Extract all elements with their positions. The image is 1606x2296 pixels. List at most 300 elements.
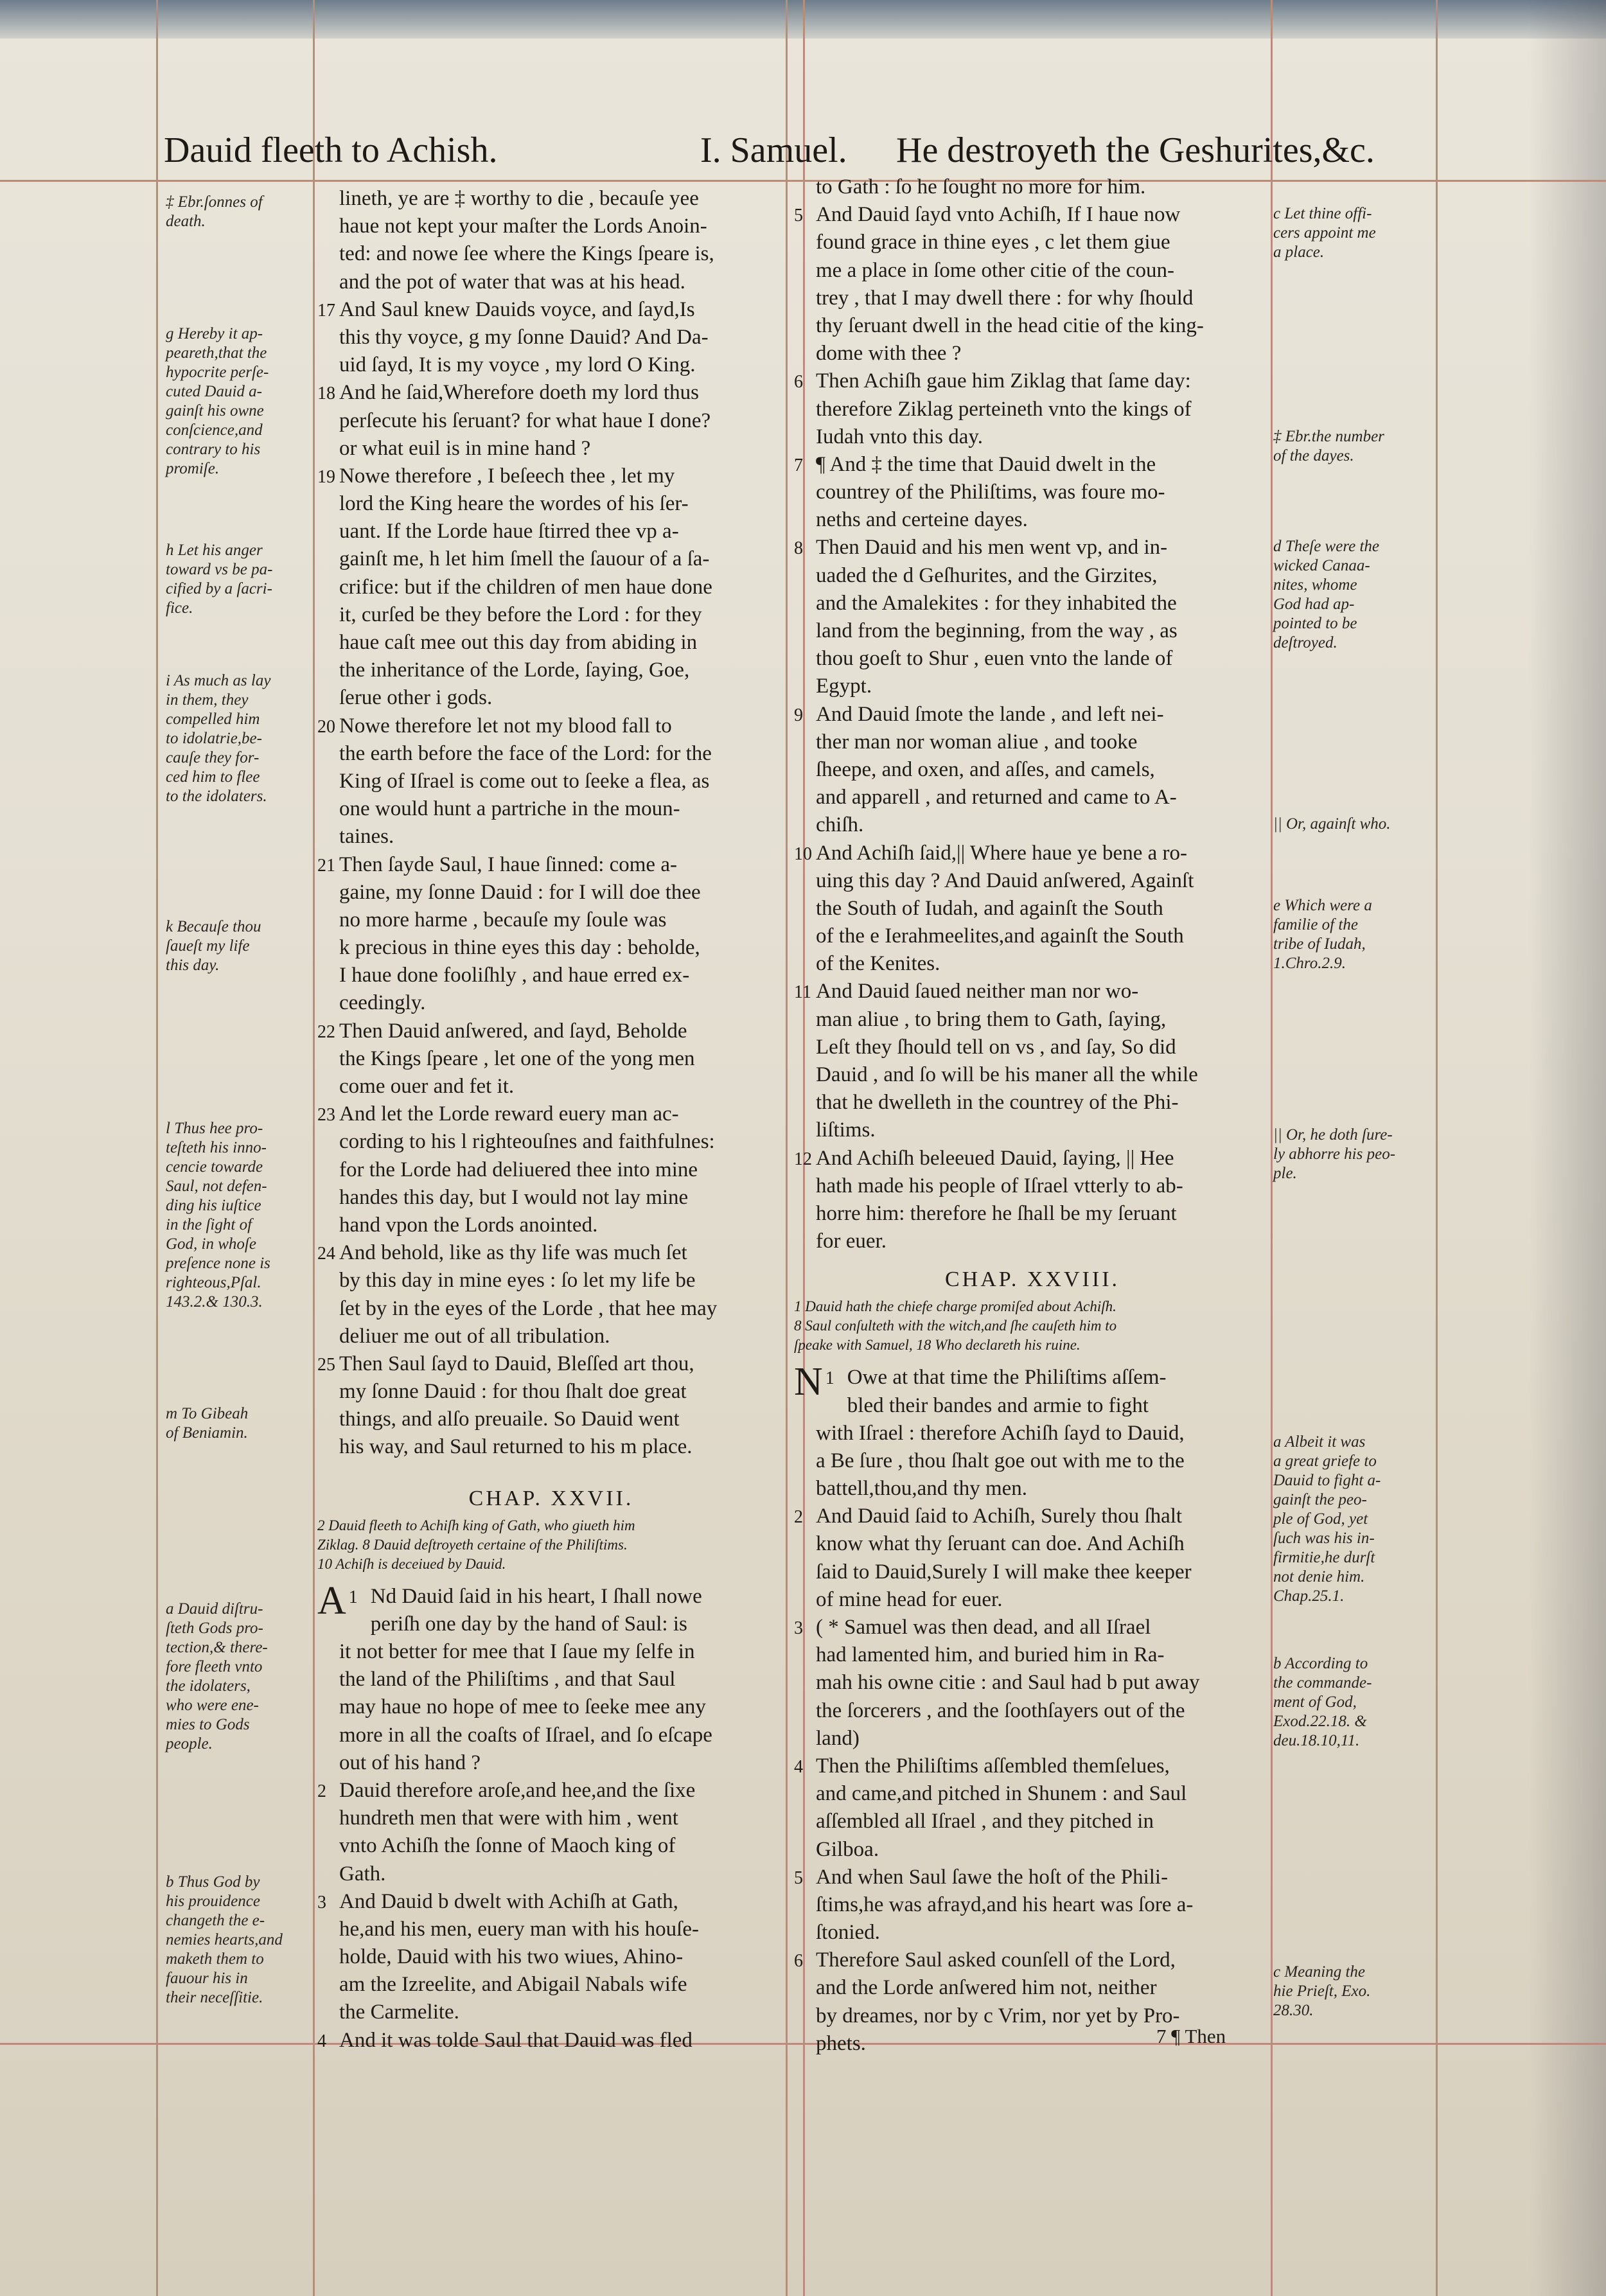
verse-text: And Achiſh beleeued Dauid, ſaying, || Hee — [816, 1146, 1174, 1170]
summary-line: 10 Achiſh is deceiued by Dauid. — [317, 1555, 506, 1572]
verse-line — [317, 490, 785, 518]
margin-note-line: this day. — [166, 957, 220, 974]
verse-line — [317, 1378, 785, 1406]
verse-text: this thy voyce, g my ſonne Dauid? And Da- — [339, 325, 709, 349]
verse-line — [317, 684, 785, 712]
verse-text: Leſt they ſhould tell on vs , and ſay, So did — [816, 1035, 1176, 1059]
verse-text: dome with thee ? — [816, 342, 962, 366]
margin-note-line: cuted Dauid a- — [166, 383, 262, 400]
verse-line — [794, 1891, 1271, 1919]
verse-line — [317, 296, 785, 324]
verse-number: 7 — [794, 455, 803, 475]
verse-line — [794, 645, 1271, 673]
verse-line — [317, 934, 785, 962]
verse-line — [794, 229, 1271, 256]
margin-note-line: the commande- — [1273, 1674, 1372, 1691]
verse-line — [794, 950, 1271, 978]
margin-note-line: to the idolaters. — [166, 788, 267, 805]
verse-number: 1 — [348, 1587, 358, 1607]
verse-line — [317, 1184, 785, 1212]
verse-text: it not better for mee that I ſaue my ſelfe in — [339, 1640, 695, 1663]
margin-note — [1273, 1654, 1433, 1751]
verse-text: by this day in mine eyes : ſo let my life be — [339, 1269, 696, 1293]
margin-note-line: ced him to flee — [166, 768, 260, 786]
verse-text: Iudah vnto this day. — [816, 425, 983, 448]
rule-right-text — [1271, 0, 1273, 2296]
margin-note-line: preſence none is — [166, 1255, 270, 1272]
header-left: Dauid fleeth to Achish. — [164, 130, 498, 170]
verse-text: Gath. — [339, 1862, 386, 1885]
verse-line — [794, 1669, 1271, 1697]
margin-note-line: peareth,that the — [166, 344, 267, 362]
verse-text: And Saul knew Dauids voyce, and ſayd,Is — [339, 297, 695, 321]
rule-right-margin — [1436, 0, 1438, 2296]
verse-number: 19 — [317, 466, 335, 487]
verse-line — [794, 590, 1271, 617]
verse-line — [794, 257, 1271, 285]
verse-number: 17 — [317, 300, 335, 321]
verse-text: King of Iſrael is come out to ſeeke a flea, as — [339, 769, 710, 793]
verse-text: of mine head for euer. — [816, 1587, 1003, 1611]
verse-text: a Be ſure , thou ſhalt goe out with me to the — [816, 1449, 1185, 1472]
margin-note — [1273, 204, 1433, 262]
verse-text: battell,thou,and thy men. — [816, 1477, 1028, 1501]
verse-line — [317, 712, 785, 740]
verse-text: uant. If the Lorde haue ſtirred thee vp a- — [339, 520, 679, 543]
verse-line — [794, 1034, 1271, 1061]
verse-text: that he dwelleth in the countrey of the Phi- — [816, 1091, 1179, 1115]
verse-text: no more harme , becauſe my ſoule was — [339, 908, 667, 932]
rule-center — [786, 0, 788, 2296]
margin-note — [166, 1119, 310, 1312]
verse-line — [317, 1999, 785, 2026]
drop-cap: A — [317, 1578, 346, 1623]
verse-line — [317, 1722, 785, 1749]
verse-line — [317, 629, 785, 657]
verse-line — [317, 351, 785, 379]
margin-note-line: who were ene- — [166, 1697, 259, 1714]
verse-number: 9 — [794, 705, 803, 725]
margin-note-line: righteous,Pſal. — [166, 1274, 261, 1291]
margin-note-line: of Beniamin. — [166, 1424, 248, 1442]
verse-text: ther man nor woman aliue , and tooke — [816, 730, 1138, 754]
verse-text: periſh one day by the hand of Saul: is — [370, 1612, 687, 1636]
verse-text: Dauid , and ſo will be his maner all the while — [816, 1063, 1198, 1086]
margin-note — [166, 1873, 310, 2008]
verse-text: And Dauid b dwelt with Achiſh at Gath, — [339, 1889, 678, 1913]
margin-note-line: teſteth his inno- — [166, 1139, 267, 1156]
verse-text: Egypt. — [816, 675, 872, 698]
verse-line — [794, 1864, 1271, 1891]
margin-note-line: cauſe they for- — [166, 749, 260, 766]
margin-note-line: deſtroyed. — [1273, 634, 1337, 651]
margin-note-line: their neceſſitie. — [166, 1989, 263, 2006]
margin-note — [166, 324, 310, 479]
verse-line — [794, 562, 1271, 590]
verse-number: 6 — [794, 1951, 803, 1972]
verse-text: taines. — [339, 825, 394, 849]
margin-note-line: maketh them to — [166, 1950, 264, 1968]
verse-text: thy ſeruant dwell in the head citie of the king- — [816, 313, 1204, 337]
verse-text: ( * Samuel was then dead, and all Iſrael — [816, 1616, 1151, 1639]
verse-line — [794, 729, 1271, 756]
verse-text: of the e Ierahmeelites,and againſt the South — [816, 924, 1184, 948]
verse-text: with Iſrael : therefore Achiſh ſayd to Dauid, — [816, 1421, 1185, 1445]
margin-note — [166, 1404, 310, 1443]
margin-note-line: the idolaters, — [166, 1677, 251, 1695]
verse-line — [794, 811, 1271, 839]
verse-text: the South of Iudah, and againſt the South — [816, 896, 1163, 920]
verse-line — [794, 1392, 1271, 1420]
verse-number: 3 — [317, 1892, 326, 1912]
margin-note-line: nemies hearts,and — [166, 1931, 283, 1948]
margin-note-line: ſteth Gods pro- — [166, 1620, 263, 1637]
verse-line — [317, 1100, 785, 1128]
verse-line — [794, 1697, 1271, 1725]
verse-line — [317, 2027, 785, 2054]
margin-note-line: mies to Gods — [166, 1716, 250, 1733]
margin-note-line: tection,& there- — [166, 1639, 268, 1656]
verse-number: 3 — [794, 1618, 803, 1638]
verse-line — [317, 601, 785, 629]
verse-line — [317, 1267, 785, 1294]
verse-text: I haue done fooliſhly , and haue erred ex- — [339, 964, 690, 987]
margin-note-line: a Dauid diſtru- — [166, 1600, 263, 1618]
verse-text: am the Izreelite, and Abigail Nabals wife — [339, 1973, 687, 1997]
verse-text: and the pot of water that was at his head. — [339, 270, 685, 294]
verse-text: haue caſt mee out this day from abiding in — [339, 631, 698, 654]
verse-line — [317, 407, 785, 435]
margin-note-line: in the ſight of — [166, 1216, 252, 1233]
summary-line: 8 Saul conſulteth with the witch,and ſhe cauſeth him to — [794, 1318, 1117, 1334]
verse-text: things, and alſo preuaile. So Dauid went — [339, 1408, 680, 1431]
margin-note-line: k Becauſe thou — [166, 918, 261, 935]
verse-text: of the Kenites. — [816, 952, 940, 976]
verse-text: And when Saul ſawe the hoſt of the Phili- — [816, 1865, 1169, 1889]
verse-line — [794, 701, 1271, 729]
verse-text: lineth, ye are ‡ worthy to die , becauſe yee — [339, 187, 699, 210]
margin-note-line: cencie towarde — [166, 1158, 263, 1176]
margin-note-line: gainſt his owne — [166, 402, 264, 419]
verse-text: or what euil is in mine hand ? — [339, 436, 591, 460]
verse-text: therefore Ziklag perteineth vnto the kings of — [816, 397, 1192, 421]
verse-number: 8 — [794, 538, 803, 559]
verse-line — [317, 795, 785, 823]
verse-line — [317, 1578, 785, 1623]
verse-line — [794, 312, 1271, 340]
margin-note-line: Saul, not defen- — [166, 1178, 267, 1195]
margin-note — [166, 1600, 310, 1754]
margin-note-line: d Theſe were the — [1273, 538, 1380, 555]
verse-line — [794, 1530, 1271, 1558]
running-header — [164, 122, 1423, 180]
margin-note-line: Dauid to fight a- — [1273, 1472, 1381, 1489]
verse-line — [317, 1777, 785, 1805]
verse-text: ſet by in the eyes of the Lorde , that hee may — [339, 1296, 718, 1320]
verse-line — [317, 1916, 785, 1943]
margin-note — [1273, 815, 1433, 834]
margin-note-line: ple of God, yet — [1273, 1510, 1368, 1528]
verse-line — [317, 1239, 785, 1267]
verse-text: horre him: therefore he ſhall be my ſeruant — [816, 1201, 1177, 1225]
verse-text: lord the King heare the wordes of his ſer- — [339, 492, 689, 516]
verse-text: his way, and Saul returned to his m place. — [339, 1435, 693, 1459]
verse-line — [794, 479, 1271, 506]
verse-line — [317, 269, 785, 296]
verse-text: and the Amalekites : for they inhabited the — [816, 591, 1177, 615]
drop-cap: N — [794, 1360, 823, 1404]
margin-note-line: fauour his in — [166, 1970, 248, 1987]
margin-note-line: God had ap- — [1273, 596, 1355, 613]
margin-note-line: Chap.25.1. — [1273, 1587, 1345, 1605]
header-right: He destroyeth the Geshurites,&c. — [896, 130, 1375, 170]
margin-note-line: Exod.22.18. & — [1273, 1713, 1367, 1730]
margin-note — [166, 671, 310, 806]
verse-line — [794, 285, 1271, 312]
verse-number: 2 — [317, 1781, 326, 1801]
verse-text: k precious in thine eyes this day : beholde, — [339, 936, 700, 960]
margin-note-line: b According to — [1273, 1655, 1368, 1672]
verse-line — [317, 1433, 785, 1461]
verse-line — [794, 1919, 1271, 1947]
summary-line: 1 Dauid hath the chiefe charge promiſed about Achiſh. — [794, 1298, 1116, 1315]
verse-text: handes this day, but I would not lay mine — [339, 1185, 689, 1209]
margin-note-line: fore fleeth vnto — [166, 1658, 263, 1675]
verse-line — [317, 463, 785, 490]
verse-number: 24 — [317, 1244, 335, 1264]
verse-line — [794, 673, 1271, 700]
right-text-column — [794, 173, 1271, 2058]
verse-line — [794, 1974, 1271, 2002]
verse-text: land) — [816, 1726, 860, 1750]
verse-line — [317, 1693, 785, 1721]
margin-note-line: familie of the — [1273, 916, 1358, 933]
verse-line — [317, 906, 785, 934]
verse-text: Then Saul ſayd to Dauid, Bleſſed art thou, — [339, 1352, 694, 1375]
verse-line — [317, 1611, 785, 1638]
summary-line: Ziklag. 8 Dauid deſtroyeth certaine of the Philiſtims. — [317, 1536, 628, 1553]
verse-text: and the Lorde anſwered him not, neither — [816, 1976, 1157, 2000]
verse-line — [794, 1780, 1271, 1808]
verse-text: Nowe therefore let not my blood fall to — [339, 714, 672, 737]
margin-note-line: wicked Canaa- — [1273, 557, 1370, 574]
verse-line — [317, 1749, 785, 1777]
verse-line — [794, 1117, 1271, 1144]
verse-text: Then the Philiſtims aſſembled themſelues, — [816, 1754, 1170, 1778]
verse-number: 5 — [794, 206, 803, 226]
verse-line — [794, 1089, 1271, 1117]
verse-text: gainſt me, h let him ſmell the ſauour of a ſa- — [339, 547, 710, 571]
margin-note-line: pointed to be — [1273, 615, 1357, 632]
verse-text: Nd Dauid ſaid in his heart, I ſhall nowe — [370, 1584, 702, 1608]
verse-line — [317, 1350, 785, 1378]
verse-line — [317, 1943, 785, 1971]
verse-number: 12 — [794, 1149, 812, 1169]
verse-text: ſaid to Dauid,Surely I will make thee keeper — [816, 1560, 1192, 1584]
verse-text: perſecute his ſeruant? for what haue I done? — [339, 409, 711, 432]
margin-note-line: ‡ Ebr.the number — [1273, 428, 1384, 445]
margin-note-line: 28.30. — [1273, 2002, 1314, 2019]
verse-text: may haue no hope of mee to ſeeke mee any — [339, 1695, 706, 1719]
margin-note-line: a place. — [1273, 243, 1325, 261]
verse-number: 2 — [794, 1507, 803, 1528]
verse-text: haue not kept your maſter the Lords Anoin- — [339, 215, 707, 238]
verse-line — [794, 784, 1271, 811]
margin-note-line: contrary to his — [166, 441, 261, 458]
verse-line — [317, 545, 785, 573]
margin-note — [1273, 1963, 1433, 2020]
verse-text: Therefore Saul asked counſell of the Lord, — [816, 1948, 1176, 1972]
margin-note-line: toward vs be pa- — [166, 561, 273, 578]
margin-note-line: hypocrite perſe- — [166, 364, 269, 381]
verse-line — [317, 240, 785, 268]
verse-line — [794, 840, 1271, 867]
verse-text: uing this day ? And Dauid anſwered, Againſt — [816, 869, 1194, 892]
verse-text: for the Lorde had deliuered thee into mine — [339, 1158, 698, 1181]
verse-text: for euer. — [816, 1230, 887, 1253]
margin-note-line: in them, they — [166, 691, 249, 709]
verse-line — [794, 1614, 1271, 1641]
verse-line — [317, 962, 785, 989]
margin-note-line: ‡ Ebr.ſonnes of — [166, 193, 263, 211]
margin-note-line: || Or, againſt who. — [1273, 815, 1391, 833]
verse-text: phets. — [816, 2031, 866, 2055]
verse-line — [794, 1228, 1271, 1255]
chapter-heading-27: CHAP. XXVII. — [468, 1486, 634, 1510]
catchword: 7 ¶ Then — [1156, 2025, 1226, 2047]
chapter-heading-28: CHAP. XXVIII. — [944, 1267, 1120, 1292]
verse-line — [317, 823, 785, 851]
verse-text: Then Dauid and his men went vp, and in- — [816, 536, 1168, 560]
verse-number: 23 — [317, 1105, 335, 1126]
verse-text: And let the Lorde reward euery man ac- — [339, 1102, 679, 1126]
margin-note-line: 1.Chro.2.9. — [1273, 955, 1346, 972]
verse-line — [317, 1971, 785, 1999]
verse-line — [317, 1156, 785, 1184]
verse-text: ted: and nowe ſee where the Kings ſpeare is, — [339, 242, 714, 266]
verse-line — [794, 1808, 1271, 1835]
verse-line — [317, 379, 785, 407]
verse-text: and came,and pitched in Shunem : and Saul — [816, 1782, 1187, 1806]
verse-line — [794, 1641, 1271, 1669]
margin-note-line: cers appoint me — [1273, 224, 1376, 242]
verse-text: aſſembled all Iſrael , and they pitched in — [816, 1810, 1154, 1833]
verse-line — [317, 1295, 785, 1323]
verse-line — [317, 1018, 785, 1045]
verse-line — [317, 851, 785, 879]
verse-line — [794, 534, 1271, 561]
rule-left-text — [313, 0, 315, 2296]
verse-line — [317, 1128, 785, 1156]
verse-text: And Dauid ſayd vnto Achiſh, If I haue now — [816, 203, 1181, 227]
margin-note — [1273, 427, 1433, 466]
verse-text: man aliue , to bring them to Gath, ſaying, — [816, 1007, 1167, 1031]
verse-line — [317, 1805, 785, 1832]
margin-note-line: g Hereby it ap- — [166, 325, 263, 342]
verse-text: the ſorcerers , and the ſoothſayers out of the — [816, 1699, 1185, 1722]
verse-text: And Dauid ſaid to Achiſh, Surely thou ſhalt — [816, 1505, 1183, 1528]
margin-note-line: || Or, he doth ſure- — [1273, 1126, 1393, 1144]
verse-line — [794, 423, 1271, 451]
verse-line — [794, 1559, 1271, 1586]
margin-note-line: ple. — [1273, 1165, 1297, 1182]
verse-line — [794, 617, 1271, 645]
verse-line — [794, 1753, 1271, 1780]
margin-note-line: ding his iuſtice — [166, 1197, 261, 1214]
verse-text: hath made his people of Iſrael vtterly to ab- — [816, 1174, 1183, 1197]
verse-line — [794, 367, 1271, 395]
verse-line — [317, 1073, 785, 1100]
verse-line — [794, 867, 1271, 895]
verse-line — [794, 1006, 1271, 1034]
margin-note-line: firmitie,he durſt — [1273, 1549, 1375, 1566]
verse-line — [794, 396, 1271, 423]
verse-text: me a place in ſome other citie of the coun- — [816, 258, 1175, 282]
verse-text: had lamented him, and buried him in Ra- — [816, 1643, 1165, 1667]
margin-note-line: 143.2.& 130.3. — [166, 1293, 263, 1311]
margin-note-line: ſuch was his in- — [1273, 1530, 1375, 1547]
verse-number: 4 — [317, 2031, 326, 2051]
margin-note-line: deu.18.10,11. — [1273, 1732, 1360, 1749]
margin-note-line: l Thus hee pro- — [166, 1120, 263, 1137]
verse-line — [317, 1406, 785, 1433]
verse-text: found grace in thine eyes , c let them giue — [816, 231, 1170, 254]
verse-text: out of his hand ? — [339, 1751, 481, 1774]
margin-note-line: fice. — [166, 599, 193, 617]
summary-line: ſpeake with Samuel, 18 Who declareth his ruine. — [794, 1337, 1081, 1354]
verse-text: And Dauid ſaued neither man nor wo- — [816, 980, 1139, 1003]
verse-line — [794, 451, 1271, 479]
verse-line — [794, 923, 1271, 950]
margin-note-line: a Albeit it was — [1273, 1433, 1366, 1451]
verse-number: 25 — [317, 1354, 335, 1375]
verse-number: 1 — [825, 1368, 834, 1389]
verse-text: thou goeſt to Shur , euen vnto the lande of — [816, 647, 1173, 671]
verse-text: the land of the Philiſtims , and that Saul — [339, 1668, 676, 1691]
verse-text: holde, Dauid with his two wiues, Ahino- — [339, 1945, 684, 1969]
verse-line — [317, 185, 785, 213]
verse-text: liſtims. — [816, 1118, 876, 1142]
verse-number: 6 — [794, 372, 803, 393]
verse-line — [317, 1888, 785, 1916]
margin-note-line: nites, whome — [1273, 576, 1357, 594]
verse-text: And it was tolde Saul that Dauid was fled — [339, 2028, 693, 2052]
verse-text: deliuer me out of all tribulation. — [339, 1324, 610, 1348]
verse-line — [794, 1503, 1271, 1530]
margin-note — [166, 541, 310, 618]
right-shadow — [1529, 0, 1606, 2296]
verse-line — [317, 1638, 785, 1666]
verse-line — [794, 1947, 1271, 1974]
margin-note-line: God, in whoſe — [166, 1235, 256, 1253]
verse-number: 5 — [794, 1868, 803, 1888]
verse-number: 18 — [317, 384, 335, 404]
verse-line — [794, 1725, 1271, 1753]
margin-note-line: ly abhorre his peo- — [1273, 1145, 1396, 1163]
margin-note-line: a great griefe to — [1273, 1453, 1377, 1470]
verse-line — [794, 895, 1271, 923]
margin-note-line: c Meaning the — [1273, 1963, 1366, 1981]
margin-note-line: b Thus God by — [166, 1873, 260, 1891]
chapter-28-summary — [794, 1297, 1271, 1355]
verse-line — [317, 768, 785, 795]
verse-text: hundreth men that were with him , went — [339, 1806, 678, 1830]
verse-text: the earth before the face of the Lord: for the — [339, 741, 712, 765]
verse-text: neths and certeine dayes. — [816, 508, 1028, 532]
verse-number: 11 — [794, 982, 811, 1003]
verse-text: the inheritance of the Lorde, ſaying, Goe, — [339, 658, 690, 682]
verse-text: ſtims,he was afrayd,and his heart was ſore a- — [816, 1893, 1194, 1916]
